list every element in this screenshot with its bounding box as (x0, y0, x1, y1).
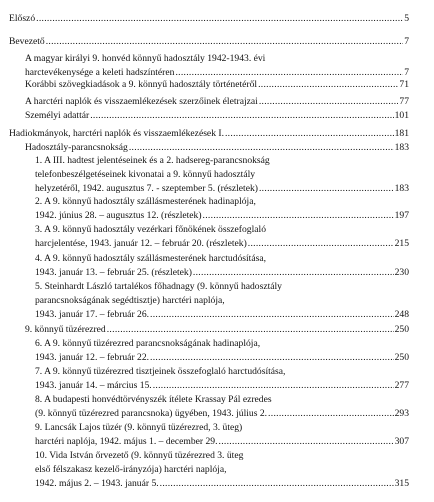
toc-title-text: telefonbeszélgetéseinek kivonatai a 9. könnyű hadosztály (35, 168, 256, 180)
toc-entry-last-line (9, 13, 409, 24)
toc-title-text: A harctéri naplók és visszaemlékezések szerzőinek életrajzai (25, 96, 258, 107)
page-number: 5 (404, 13, 409, 24)
toc-title-text: 1942. május 2. – 1943. január 5. (35, 477, 159, 489)
toc-entry-last-line (25, 79, 409, 90)
dot-leader (150, 352, 394, 363)
toc-title-text: helyzetéről, 1942. augusztus 7. - szeptember 5. (részletek) (35, 182, 258, 194)
toc-entry-last-line (35, 183, 409, 194)
page-number: 248 (394, 308, 409, 320)
page-number: 315 (394, 477, 409, 489)
toc-title-text: Előszó (9, 13, 36, 24)
toc-entry-line (35, 155, 409, 166)
toc-title-text: (9. könnyű tüzérezred parancsnoka) ügyében, 1943. július 2. (35, 407, 268, 419)
toc-title-text: 10. Vida István őrvezető (9. könnyű tüzérezred 3. üteg (35, 450, 244, 461)
page-number: 183 (394, 142, 409, 153)
toc-entry-last-line (25, 67, 409, 78)
page-number: 183 (394, 182, 409, 194)
toc-title-text: 9. könnyű tüzérezred (25, 324, 106, 335)
page-number: 250 (394, 324, 409, 335)
toc-entry-last-line (35, 267, 409, 278)
toc-entry-line (35, 394, 409, 405)
page-number: 101 (394, 110, 409, 121)
page-number: 215 (394, 237, 409, 249)
toc-entry-last-line (35, 309, 409, 320)
toc-title-text: harcjelentése, 1943. január 12. – február 20. (részletek) (35, 237, 247, 249)
dot-leader (36, 13, 403, 24)
dot-leader (203, 210, 394, 221)
toc-title-text: első félszakasz kezelő-irányzója) harctéri naplója, (35, 463, 227, 475)
toc-entry-line (35, 450, 409, 461)
toc-entry-last-line (25, 324, 409, 335)
page-number: 71 (399, 79, 409, 90)
toc-entry-last-line (35, 408, 409, 419)
toc-entry-line (35, 295, 409, 306)
toc-entry-last-line (35, 478, 409, 489)
toc-title-text: Hadosztály-parancsnokság (25, 142, 128, 153)
toc-entry-line (35, 464, 409, 475)
toc-title-text: 9. Lancsák Lajos tüzér (9. könnyű tüzérezred, 3. üteg) (35, 422, 243, 433)
dot-leader (258, 79, 398, 90)
toc-entry-line (35, 366, 409, 377)
toc-entry-last-line (9, 128, 409, 139)
page-number: 230 (394, 266, 409, 278)
toc-title-text: 1943. január 14. – március 15. (35, 379, 152, 391)
dot-leader (90, 110, 393, 121)
toc-entry-last-line (25, 96, 409, 107)
dot-leader (150, 309, 394, 320)
toc-title-text: 8. A budapesti honvédtörvényszék ítélete Krassay Pál ezredes (35, 394, 272, 405)
page-number: 307 (394, 435, 409, 447)
toc-title-text: 7. A 9. könnyű tüzérezred tisztjeinek összefoglaló harctudósítása, (35, 366, 286, 377)
dot-leader (160, 478, 394, 489)
toc-entry-last-line (25, 142, 409, 153)
dot-leader (248, 238, 394, 249)
toc-entry-line (35, 422, 409, 433)
dot-leader (46, 36, 404, 47)
toc-entry-line (35, 281, 409, 292)
toc-title-text: 3. A 9. könnyű hadosztály vezérkari főnökének összefoglaló (35, 224, 266, 235)
page-number: 7 (404, 66, 409, 78)
page-number: 77 (399, 96, 409, 107)
toc-title-text: Személyi adattár (25, 110, 90, 121)
toc-entry-last-line (35, 380, 409, 391)
toc-title-text: parancsnokságának segédtisztje) harctéri naplója, (35, 294, 225, 306)
toc-entry-line (25, 53, 409, 64)
dot-leader (129, 142, 394, 153)
toc-title-text: 5. Steinhardt László tartalékos főhadnagy (9. könnyű hadosztály (35, 281, 282, 292)
toc-title-text: 1943. január 12. – február 22. (35, 351, 150, 363)
page-number: 181 (394, 128, 409, 139)
toc-title-text: Hadiokmányok, harctéri naplók és visszaemlékezések I. (9, 128, 224, 139)
toc-title-text: harctevékenysége a keleti hadszíntéren (25, 66, 175, 78)
toc-title-text: 4. A 9. könnyű hadosztály szállásmesterének harctudósítása, (35, 253, 266, 264)
toc-entry-last-line (35, 210, 409, 221)
toc-title-text: 1943. január 13. – február 25. (részletek) (35, 266, 192, 278)
page-number: 197 (394, 209, 409, 221)
toc-title-text: harctéri naplója, 1942. május 1. – december 29. (35, 435, 218, 447)
toc-title-text: 2. A 9. könnyű hadosztály szállásmesterének hadinaplója, (35, 196, 256, 207)
dot-leader (219, 436, 394, 447)
toc-entry-last-line (35, 352, 409, 363)
toc-title-text: A magyar királyi 9. honvéd könnyű hadosztály 1942-1943. évi (25, 53, 266, 64)
toc-title-text: 1942. június 28. – augusztus 12. (részletek) (35, 209, 202, 221)
toc-entry-line (35, 224, 409, 235)
dot-leader (107, 324, 394, 335)
page-number: 250 (394, 351, 409, 363)
toc-entry-line (35, 169, 409, 180)
toc-entry-line (35, 338, 409, 349)
toc-entry-last-line (9, 36, 409, 47)
dot-leader (259, 96, 399, 107)
toc-title-text: Bevezető (9, 36, 45, 47)
dot-leader (175, 67, 403, 78)
toc-entry-last-line (35, 238, 409, 249)
toc-title-text: Korábbi szövegkiadások a 9. könnyű hadosztály történetéről (25, 79, 258, 90)
dot-leader (268, 408, 394, 419)
toc-title-text: 6. A 9. könnyű tüzérezred parancsnokságának hadinaplója, (35, 338, 261, 349)
toc-entry-line (35, 253, 409, 264)
toc-title-text: 1943. január 17. – február 26. (35, 308, 150, 320)
dot-leader (193, 267, 394, 278)
dot-leader (153, 380, 394, 391)
page-number: 277 (394, 379, 409, 391)
dot-leader (259, 183, 394, 194)
page-number: 293 (394, 407, 409, 419)
toc-title-text: 1. A III. hadtest jelentéseinek és a 2. hadsereg-parancsnokság (35, 155, 270, 166)
toc-entry-last-line (25, 110, 409, 121)
toc-entry-last-line (35, 436, 409, 447)
page-number: 7 (404, 36, 409, 47)
toc-entry-line (35, 196, 409, 207)
dot-leader (225, 128, 394, 139)
